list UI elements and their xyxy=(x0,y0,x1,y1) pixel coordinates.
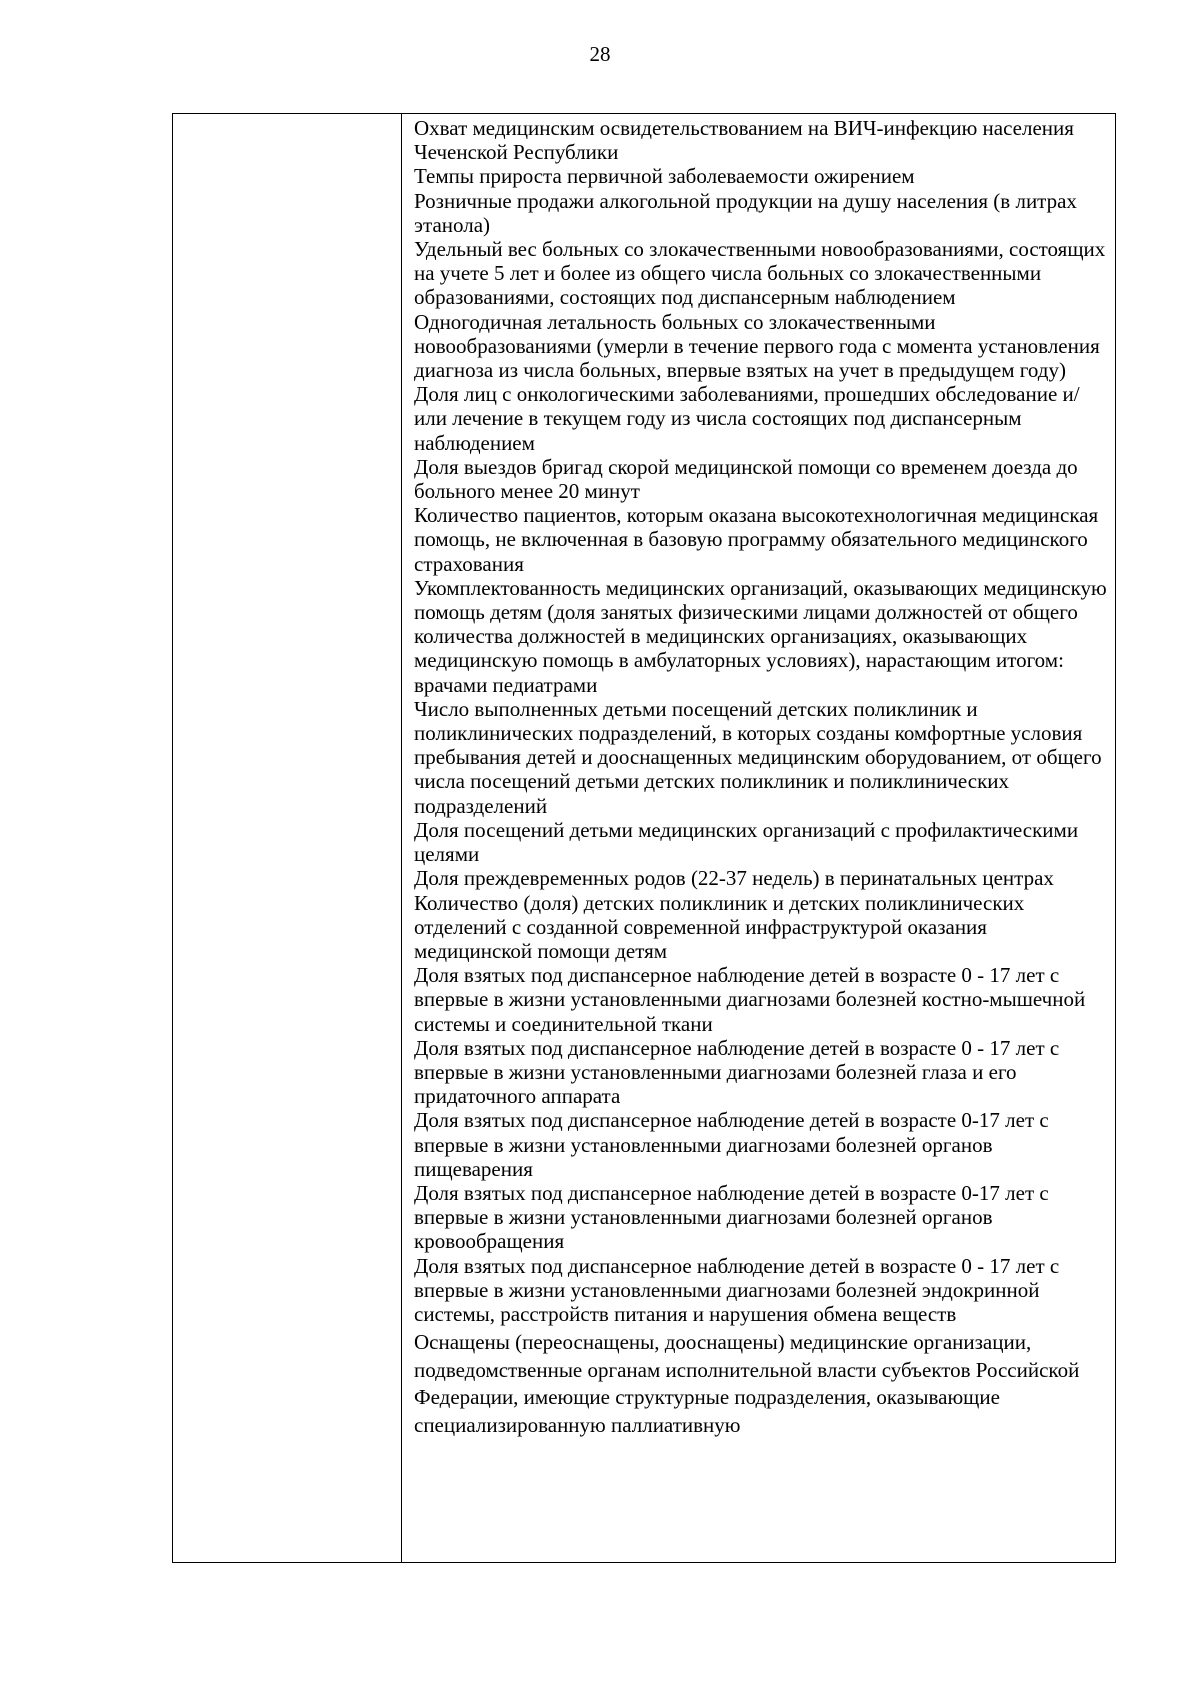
indicator-item: Доля взятых под диспансерное наблюдение детей в возрасте 0 - 17 лет с впервые в жизни установленными диагнозами болезней костно-мышечной системы и соединительной ткани xyxy=(414,963,1086,1036)
indicator-item: Число выполненных детьми посещений детских поликлиник и поликлинических подразделений, в которых созданы комфортные условия пребывания детей и дооснащенных медицинским оборудованием, от общего числа посещений детьми детских поликлиник и поликлинических подразделений xyxy=(414,696,1102,818)
indicator-item: Доля взятых под диспансерное наблюдение детей в возрасте 0 - 17 лет с впервые в жизни установленными диагнозами болезней эндокринной системы, расстройств питания и нарушения обмена веществ xyxy=(414,1253,1060,1326)
indicator-item: Укомплектованность медицинских организаций, оказывающих медицинскую помощь детям (доля занятых физическими лицами должностей от общего количества должностей в медицинских организациях, оказывающих медицинскую помощь в амбулаторных условиях), нарастающим итогом: врачами педиатрами xyxy=(414,575,1107,697)
page-number: 28 xyxy=(589,42,611,66)
indicator-item: Темпы прироста первичной заболеваемости ожирением xyxy=(414,164,915,189)
indicator-item: Доля взятых под диспансерное наблюдение детей в возрасте 0 - 17 лет с впервые в жизни установленными диагнозами болезней глаза и его придаточного аппарата xyxy=(414,1035,1060,1109)
indicator-item: Доля лиц с онкологическими заболеваниями, прошедших обследование и/или лечение в текущем году из числа состоящих под диспансерным наблюдением xyxy=(414,382,1080,455)
table-left-column xyxy=(173,114,402,1562)
indicator-item: Оснащены (переоснащены, дооснащены) медицинские организации, подведомственные органам исполнительной власти субъектов Российской Федерации, имеющие структурные подразделения, оказывающие специализированную паллиативную xyxy=(414,1330,1080,1437)
indicator-item: Доля преждевременных родов (22-37 недель) в перинатальных центрах xyxy=(414,866,1054,891)
indicator-item: Количество (доля) детских поликлиник и детских поликлинических отделений с созданной современной инфраструктурой оказания медицинской помощи детям xyxy=(414,890,1025,963)
indicator-item: Количество пациентов, которым оказана высокотехнологичная медицинская помощь, не включенная в базовую программу обязательного медицинского страхования xyxy=(414,503,1099,576)
indicator-item: Одногодичная летальность больных со злокачественными новообразованиями (умерли в течение первого года с момента установления диагноза из числа больных, впервые взятых на учет в предыдущем году) xyxy=(414,309,1100,383)
indicator-item: Удельный вес больных со злокачественными новообразованиями, состоящих на учете 5 лет и более из общего числа больных со злокачественными образованиями, состоящих под диспансерным наблюдением xyxy=(414,237,1106,310)
indicator-item: Доля посещений детьми медицинских организаций с профилактическими целями xyxy=(414,817,1079,867)
indicator-item: Доля взятых под диспансерное наблюдение детей в возрасте 0-17 лет с впервые в жизни установленными диагнозами болезней органов пищеварения xyxy=(414,1108,1049,1181)
indicator-item: Доля взятых под диспансерное наблюдение детей в возрасте 0-17 лет с впервые в жизни установленными диагнозами болезней органов кровообращения xyxy=(414,1180,1049,1254)
indicator-item: Доля выездов бригад скорой медицинской помощи со временем доезда до больного менее 20 минут xyxy=(414,454,1078,504)
indicator-item: Охват медицинским освидетельствованием на ВИЧ-инфекцию населения Чеченской Республики xyxy=(414,116,1074,165)
indicator-item: Розничные продажи алкогольной продукции на душу населения (в литрах этанола) xyxy=(414,188,1077,237)
table-right-column xyxy=(402,114,1115,1562)
indicators-table xyxy=(172,113,1116,1563)
